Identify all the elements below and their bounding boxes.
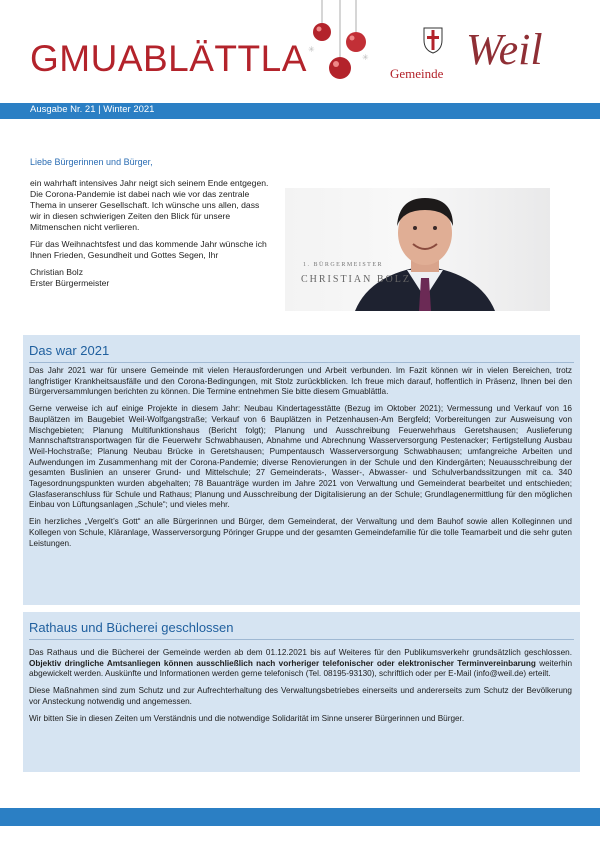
logo-gemeinde-text: Gemeinde [390, 66, 444, 81]
section-paragraph: Diese Maßnahmen sind zum Schutz und zur Aufrechterhaltung des Verwaltungsbetriebes einerseits und andererseits zum Schutz der Bevölkerung vor Ansteckung notwendig und angemessen. [29, 686, 572, 706]
appointment-notice: Objektiv dringliche Amtsanliegen können ausschließlich nach vorheriger telefonischer oder elektronischer Terminvereinbarung [29, 658, 536, 668]
section-paragraph [29, 648, 572, 680]
issue-bar [0, 103, 600, 119]
section-paragraph: Wir bitten Sie in diesen Zeiten um Verständnis und die notwendige Solidarität im Sinne unserer Bürgerinnen und Bürger. [29, 713, 465, 723]
photo-caption-role: 1. BÜRGERMEISTER [303, 262, 384, 268]
intro-paragraph: Für das Weihnachtsfest und das kommende Jahr wünsche ich Ihnen Frieden, Gesundheit und Gottes Segen, Ihr [30, 239, 267, 260]
coat-of-arms-icon [422, 26, 444, 54]
svg-text:✳: ✳ [362, 53, 369, 62]
section-body [29, 366, 572, 555]
section-heading: Das war 2021 [29, 343, 110, 358]
contact-text: weiterhin abgewickelt werden. Auskünfte und Informationen werden gerne telefonisch (Tel. 08195-93130), schriftlich oder per E-Mail (info@weil.de) erteilt. [29, 658, 572, 679]
greeting: Liebe Bürgerinnen und Bürger, [30, 157, 153, 167]
newsletter-title: GMUABLÄTTLA [30, 38, 307, 79]
christmas-ornaments-icon [300, 0, 380, 100]
signature-name: Christian Bolz [30, 267, 84, 277]
footer-bar [0, 808, 600, 826]
closure-text: Das Rathaus und die Bücherei der Gemeinde werden ab dem 01.12.2021 bis auf Weiteres für den Publikumsverkehr grundsätzlich geschlossen. [29, 648, 572, 657]
section-paragraph: Das Jahr 2021 war für unsere Gemeinde mit vielen Herausforderungen und Arbeit verbunden. Im Fazit können wir in vielen Bereichen, trotz langfristiger Krankheitsausfälle und den Corona-Bedingungen, mit Stolz zurückblicken. Ich freue mich darauf, hoffentlich in Präsenz, Ihnen bei den Bürgerversammlungen berichten zu können. Die Termine entnehmen Sie bitte diesem Gmuablättla. [29, 366, 572, 397]
logo-weil-text: Weil [466, 25, 543, 74]
section-paragraph: Gerne verweise ich auf einige Projekte in diesem Jahr: Neubau Kindertagesstätte (Bezug im Oktober 2021); Vermessung und Verkauf von 16 Bauplätzen im Baugebiet Weil-Wolfgangstraße; Verkauf von 6 Bauplätzen in Petzenhausen-Am Bergfeld; Vorbereitungen zur Ausweisung von Mischgebieten; Planung Multifunktionshaus (Bericht folgt); Planung und Ausschreibung Feuerwehrhaus Geretshausen; Auslieferung Mannschaftstransportwagen für die Feuerwehr Schwabhausen, Abnahme und Abrechnung Wasserversorgung Pestenacker; Fertigstellung Ausbau Weil-Hochstraße; Planung Neubau Brücke in Geretshausen; Pumpentausch Wasserversorgung Schwabhausen; umfangreiche Arbeiten und Aufwendungen im Zusammenhang mit der Corona-Pandemie; diverse Renovierungen in der Schule und den Kindergärten; Neuausschreibung der gesamten Buslinien an unserer Grund- und Mittelschule; 27 Gemeinderats-, Wasser-, Abwasser- und Schulverbandssitzungen mit ca. 340 Tagesordnungspunkten wurden abgehalten; 78 Bauanträge wurden im Jahre 2021 von Verwaltung und Gemeinderat bearbeitet und entschieden; Glasfaseranschluss für Schule und Rathaus; Planung und Ausschreibung der Digitalisierung an der Schule; Grundlagenermittlung für den möglichen Einbau von Lüftungsanlagen „Schule“; und vieles mehr. [29, 404, 572, 510]
section-divider [29, 639, 574, 640]
municipality-logo [388, 20, 588, 90]
signature-title: Erster Bürgermeister [30, 278, 110, 288]
mayor-photo [285, 188, 550, 311]
section-body [29, 648, 572, 730]
section-das-war-2021 [23, 335, 580, 605]
section-rathaus-geschlossen [23, 612, 580, 772]
section-paragraph: Ein herzliches „Vergelt’s Gott“ an alle Bürgerinnen und Bürger, dem Gemeinderat, der Verwaltung und dem Bauhof sowie allen Kolleginnen und Kollegen von Schule, Kläranlage, Wasserversorgung Pöringer Gruppe und der gesamten Gemeindefamilie für die tolle Teamarbeit und die sehr guten Leistungen. [29, 517, 572, 548]
photo-caption-name: CHRISTIAN BOLZ [301, 274, 411, 285]
section-heading: Rathaus und Bücherei geschlossen [29, 620, 234, 635]
intro-letter [30, 178, 270, 295]
svg-text:✳: ✳ [308, 45, 315, 54]
section-divider [29, 362, 574, 363]
mayor-portrait-image [285, 188, 550, 311]
intro-paragraph: ein wahrhaft intensives Jahr neigt sich seinem Ende entgegen. Die Corona-Pandemie ist dabei nach wie vor das zentrale Thema in unserer Gesellschaft. Ich wünsche uns allen, dass wir in diesen schwierigen Zeiten den Blick für unsere Mitmenschen nicht verlieren. [30, 178, 269, 232]
issue-label: Ausgabe Nr. 21 | Winter 2021 [30, 104, 155, 115]
